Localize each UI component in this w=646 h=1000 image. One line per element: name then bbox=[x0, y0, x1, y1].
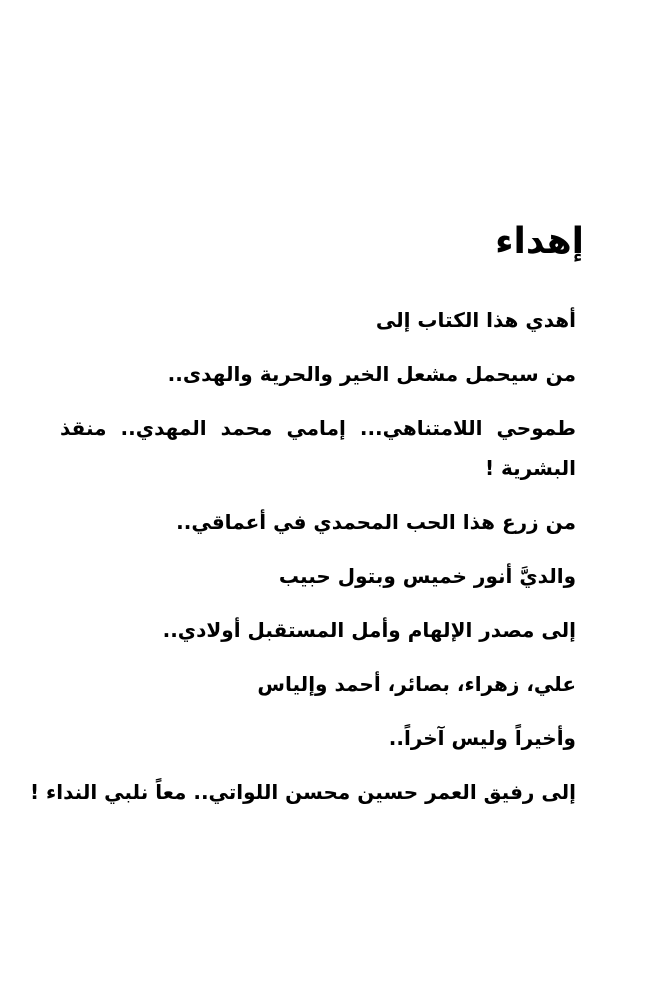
dedication-line: وأخيراً وليس آخراً.. bbox=[388, 726, 576, 750]
dedication-line: من سيحمل مشعل الخير والحرية والهدى.. bbox=[167, 362, 576, 386]
dedication-text bbox=[29, 300, 576, 826]
dedication-line: والديَّ أنور خميس وبتول حبيب bbox=[278, 564, 576, 588]
page-title: إهداء bbox=[495, 221, 584, 262]
dedication-line: إلى رفيق العمر حسين محسن اللواتي.. معاً نلبي النداء ! bbox=[29, 780, 576, 804]
dedication-line: علي، زهراء، بصائر، أحمد وإلياس bbox=[257, 672, 576, 696]
dedication-line: إلى مصدر الإلهام وأمل المستقبل أولادي.. bbox=[162, 618, 576, 642]
dedication-line: من زرع هذا الحب المحمدي في أعماقي.. bbox=[176, 510, 576, 534]
dedication-line: طموحي اللامتناهي... إمامي محمد المهدي.. منقذ البشرية ! bbox=[60, 416, 576, 480]
dedication-line: أهدي هذا الكتاب إلى bbox=[375, 308, 576, 332]
